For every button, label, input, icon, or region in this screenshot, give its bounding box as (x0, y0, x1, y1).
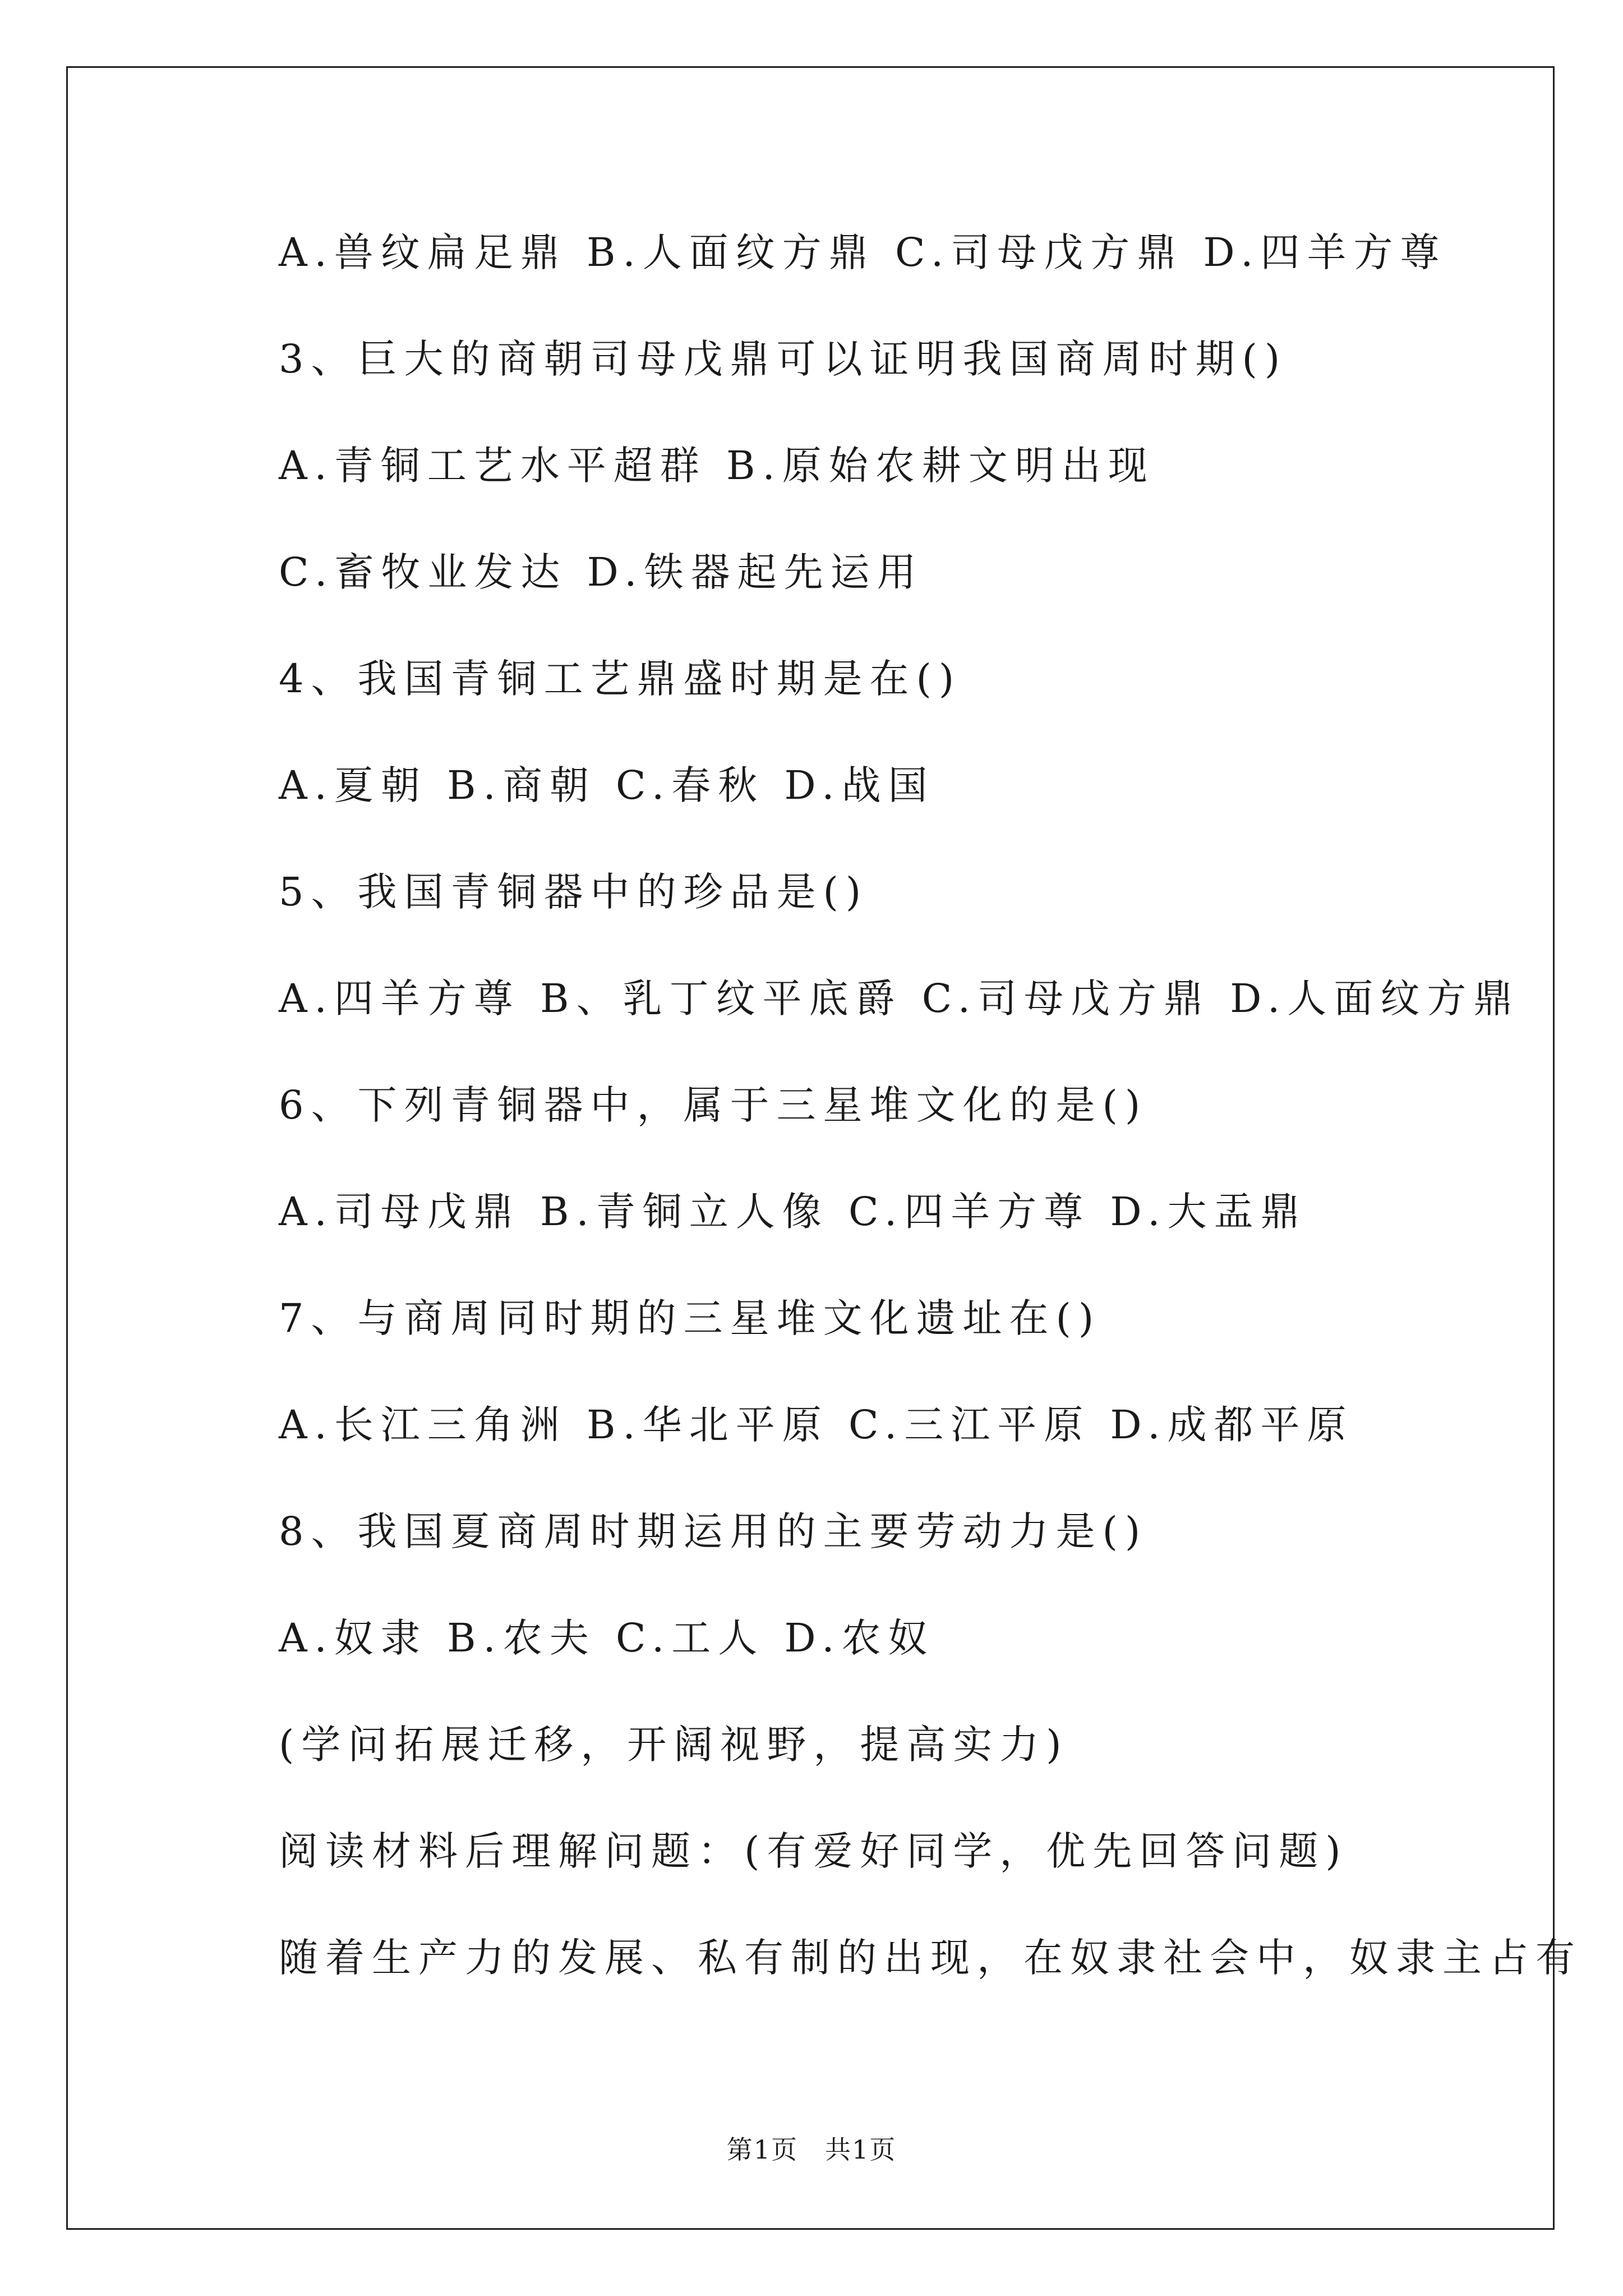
answer-options-q4: A.夏朝 B.商朝 C.春秋 D.战国 (279, 762, 935, 808)
question-4: 4、我国青铜工艺鼎盛时期是在() (279, 656, 962, 702)
question-3: 3、巨大的商朝司母戊鼎可以证明我国商周时期() (279, 336, 1288, 382)
section-heading: (学问拓展迁移，开阔视野，提高实力) (279, 1722, 1069, 1768)
question-6: 6、下列青铜器中，属于三星堆文化的是() (279, 1082, 1148, 1128)
question-5: 5、我国青铜器中的珍品是() (279, 869, 869, 915)
reading-instruction: 阅读材料后理解问题：(有爱好同学，优先回答问题) (279, 1828, 1348, 1874)
answer-options-q6: A.司母戊鼎 B.青铜立人像 C.四羊方尊 D.大盂鼎 (279, 1189, 1307, 1235)
answer-options-q7: A.长江三角洲 B.华北平原 C.三江平原 D.成都平原 (279, 1402, 1354, 1448)
question-8: 8、我国夏商周时期运用的主要劳动力是() (279, 1508, 1148, 1554)
reading-material-paragraph: 随着生产力的发展、私有制的出现，在奴隶社会中，奴隶主占有 (279, 1935, 1582, 1981)
answer-options-q3-part1: A.青铜工艺水平超群 B.原始农耕文明出现 (279, 443, 1155, 489)
page-footer: 第1页 共1页 (726, 2134, 897, 2165)
answer-options-q8: A.奴隶 B.农夫 C.工人 D.农奴 (279, 1615, 935, 1661)
question-7: 7、与商周同时期的三星堆文化遗址在() (279, 1295, 1101, 1341)
answer-options-q2: A.兽纹扁足鼎 B.人面纹方鼎 C.司母戊方鼎 D.四羊方尊 (279, 229, 1447, 275)
answer-options-q5: A.四羊方尊 B、乳丁纹平底爵 C.司母戊方鼎 D.人面纹方鼎 (279, 976, 1520, 1022)
document-body (279, 222, 1582, 2033)
answer-options-q3-part2: C.畜牧业发达 D.铁器起先运用 (279, 549, 924, 595)
